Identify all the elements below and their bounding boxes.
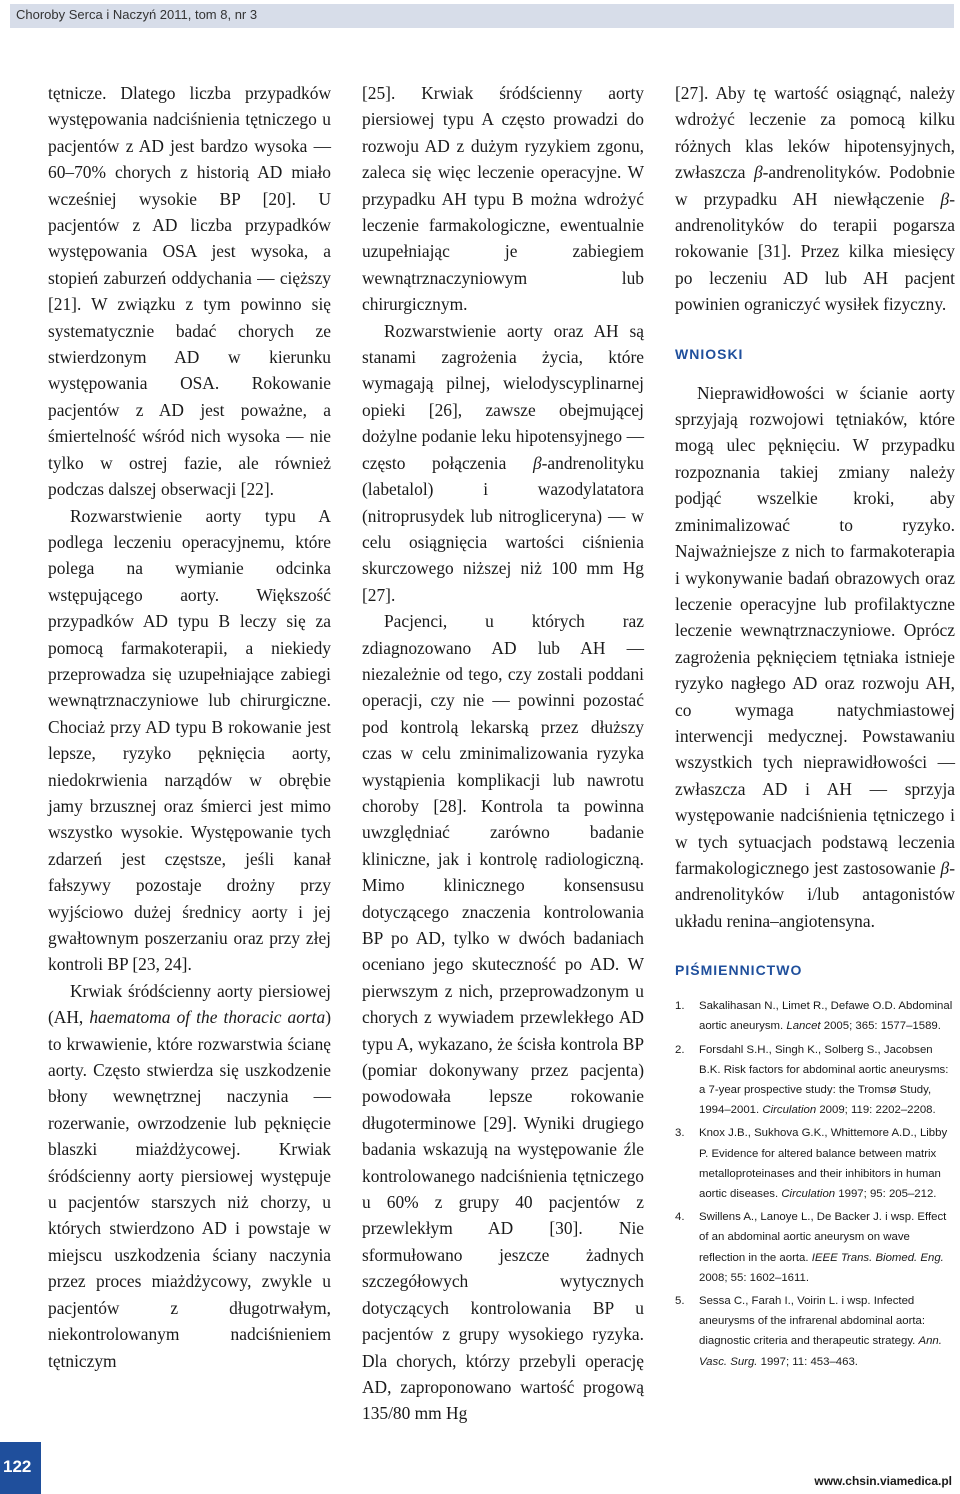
text-column-2 [362,80,644,1427]
footer-divider [40,1442,41,1494]
paragraph: Krwiak śródścienny aorty piersiowej (AH, haematoma of the thoracic aorta) to krwawienie, które rozwarstwia ścianę aorty. Często stwierdza się uszkodzenie błony wewnętrznej naczynia — rozerwanie, owrzodzenie lub pęknięcie blaszki miażdżycowej. Krwiak śródścienny aorty piersiowej występuje u pacjentów starszych niż chorzy, u których stwierdzono AD i powstaje w miejscu uszkodzenia ściany naczynia przez proces miażdżycowy, zwykle u pacjentów z długotrwałym, niekontrolowanym nadciśnieniem tętniczym [48,980,332,1371]
beta-symbol: β [940,857,950,878]
reference-item: 2. Forsdahl S.H., Singh K., Solberg S., Jacobsen B.K. Risk factors for abdominal aortic aneurysms: a 7-year prospective study: the Tromsø Study, 1994–2001. Circulation 2009; 119: 2202–2208. [675,1043,949,1117]
journal-header-bar [10,4,954,28]
page-number: 122 [3,1457,32,1476]
latin-term: haematoma of the thoracic aorta [89,1007,326,1028]
paragraph: Rozwarstwienie aorty oraz AH są stanami zagrożenia życia, które wymagają pilnej, wielodyscyplinarnej opieki [26], zawsze obejmującej dożylne podanie leku hipotensyjnego — często połączenia β-andrenolityku (labetalol) i wazodylatatora (nitroprusydek lub nitrogliceryna) — w celu osiągnięcia wartości ciśnienia skurczowego niższej niż 100 mm Hg [27]. [362,320,644,605]
text-column-3 [675,80,955,1375]
paragraph: Rozwarstwienie aorty typu A podlega leczeniu operacyjnemu, które polega na wymianie odcinka wstępującego aorty. Większość przypadków AD typu B leczy się za pomocą farmakoterapii, a niekiedy przeprowadza się uzupełniające zabiegi wewnątrznaczyniowe lub chirurgiczne. Chociaż przy AD typu B rokowanie jest lepsze, ryzyko pęknięcia aorty, niedokrwienia narządów w obrębie jamy brzusznej oraz śmierci jest mimo wszystko wysokie. Występowanie tych zdarzeń jest częstsze, jeśli kanał fałszywy pozostaje drożny przy wyjściowo dużej średnicy aorty i jej gwałtownym poszerzaniu oraz przy złej kontroli BP [23, 24]. [48,505,331,975]
reference-item: 1. Sakalihasan N., Limet R., Defawe O.D. Abdominal aortic aneurysm. Lancet 2005; 365: 1577–1589. [675,1000,953,1033]
footer-url: www.chsin.viamedica.pl [814,1474,952,1488]
reference-list [675,996,955,1372]
paragraph: [25]. Krwiak śródścienny aorty piersiowej typu A często prowadzi do rozwoju AD z dużym ryzykiem zgonu, zaleca się więc leczenie operacyjne. W przypadku AH typu B można wdrożyć leczenie farmakologiczne, ewentualnie uzupełniając je zabiegiem wewnątrznaczyniowym lub chirurgicznym. [362,83,644,315]
section-heading-conclusions: WNIOSKI [675,345,744,362]
paragraph: [27]. Aby tę wartość osiągnąć, należy wdrożyć leczenie za pomocą kilku różnych klas leków hipotensyjnych, zwłaszcza β-andrenolityków. Podobnie w przypadku AH niewłączenie β-andrenolityków do terapii pogarsza rokowanie [31]. Przez kilka miesięcy po leczeniu AD lub AH pacjent powinien ograniczyć wysiłek fizyczny. [675,83,955,315]
paragraph: Pacjenci, u których raz zdiagnozowano AD lub AH — niezależnie od tego, czy zostali poddani operacji, czy nie — powinni pozostać pod kontrolą lekarską przez dłuższy czas w celu zminimalizowania ryzyka wystąpienia komplikacji lub nawrotu choroby [28]. Kontrola ta powinna uwzględniać zarówno badanie kliniczne, jak i kontrolę radiologiczną. Mimo klinicznego konsensusu dotyczącego znaczenia kontrolowania BP po AD, tylko w dwóch badaniach oceniano jego skuteczność po AD. W pierwszym z nich, przeprowadzonym u chorych z wywiadem przewlekłego AD typu A, wykazano, że ścisła kontrola BP (pomiar dokonywany przez pacjenta) powodowała lepsze rokowanie długoterminowe [29]. Wyniki drugiego badania wskazują na występowanie źle kontrolowanego nadciśnienia tętniczego u 60% z grupy 40 pacjentów z przewlekłym AD [30]. Nie sformułowano jeszcze żadnych szczegółowych wytycznych dotyczących kontrolowania BP u pacjentów z grupy wysokiego ryzyka. Dla chorych, którzy przebyli operację AD, zaproponowano wartość progową 135/80 mm Hg [362,611,644,1424]
reference-item: 3. Knox J.B., Sukhova G.K., Whittemore A.D., Libby P. Evidence for altered balance between matrix metalloproteinases and their inhibitors in human aortic diseases. Circulation 1997; 95: 205–212. [675,1127,948,1201]
section-heading-references: PIŚMIENNICTWO [675,962,803,979]
reference-item: 4. Swillens A., Lanoye L., De Backer J. i wsp. Effect of an abdominal aortic aneurysm on wave reflection in the aorta. IEEE Trans. Biomed. Eng. 2008; 55: 1602–1611. [675,1211,947,1284]
beta-symbol: β [753,162,763,183]
journal-title: Choroby Serca i Naczyń 2011, tom 8, nr 3 [16,7,258,22]
text-column-1 [48,80,331,1374]
beta-symbol: β [940,188,950,209]
paragraph: Nieprawidłowości w ścianie aorty sprzyjają rozwojowi tętniaków, które mogą ulec pęknięciu. W przypadku rozpoznania takiej zmiany należy podjąć wszelkie kroki, aby zminimalizować to ryzyko. Najważniejsze z nich to farmakoterapia i wykonywanie badań obrazowych oraz leczenie operacyjne lub profilaktyczne leczenie wewnątrznaczyniowe. Oprócz zagrożenia pęknięciem tętniaka istnieje ryzyko nagłego AD oraz rozwoju AH, co wymaga natychmiastowej interwencji medycznej. Powstawaniu wszystkich tych nieprawidłowości — zwłaszcza AD i AH — sprzyja występowanie nadciśnienia tętniczego i w tych sytuacjach podstawą leczenia farmakologicznego jest zastosowanie β-andrenolityków i/lub antagonistów układu renina–angiotensyna. [675,382,955,931]
paragraph: tętnicze. Dlatego liczba przypadków występowania nadciśnienia tętniczego u pacjentów z AD jest bardzo wysoka — 60–70% chorych z historią AD miało wcześniej wysokie BP [20]. U pacjentów z AD liczba przypadków występowania OSA jest wysoka, a stopień zaburzeń oddychania — cięższy [21]. W związku z tym powinno się systematycznie badać chorych ze stwierdzonym AD w kierunku występowania OSA. Rokowanie pacjentów z AD jest poważne, a śmiertelność wśród nich wysoka — nie tylko w ostrej fazie, ale również podczas dalszej obserwacji [22]. [48,83,331,500]
page-number-tab [0,1442,40,1494]
beta-symbol: β [532,452,542,473]
reference-item: 5. Sessa C., Farah I., Voirin L. i wsp. Infected aneurysms of the infrarenal abdominal aorta: diagnostic criteria and therapeutic strategy. Ann. Vasc. Surg. 1997; 11: 453–463. [675,1295,942,1368]
